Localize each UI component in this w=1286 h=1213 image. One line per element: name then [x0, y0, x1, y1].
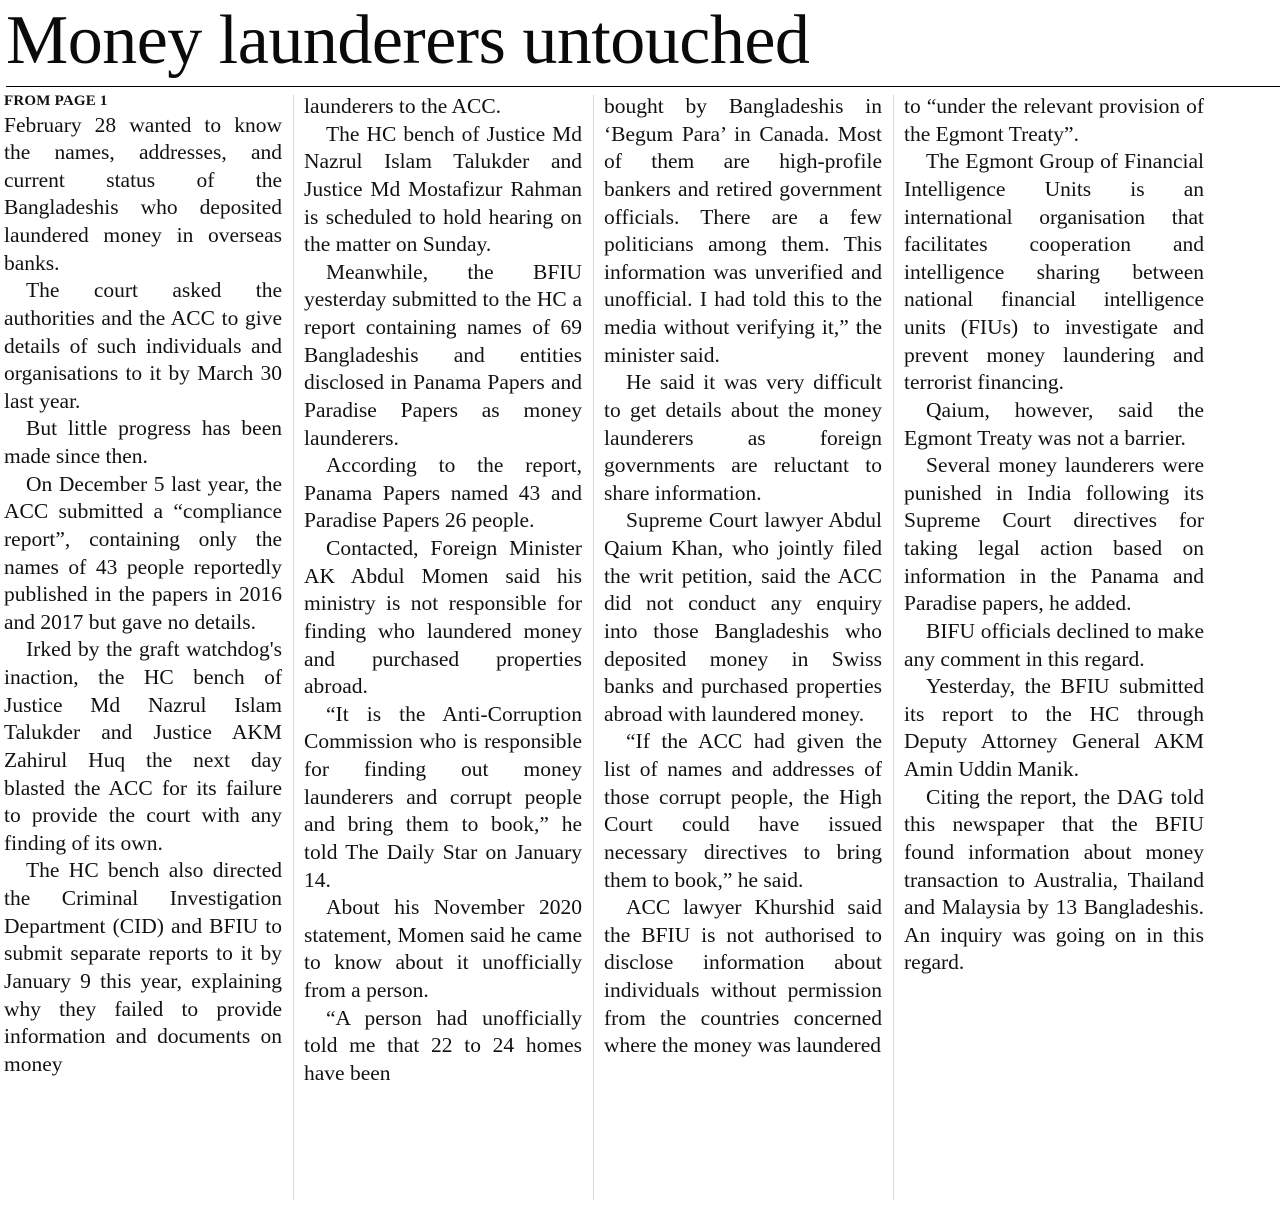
- paragraph: bought by Bangladeshis in ‘Begum Para’ in Canada. Most of them are high-profile bankers and retired government officials. There are a few politicians among them. This information was unverified and unofficial. I had told this to the media without verifying it,” the minister said.: [604, 94, 882, 367]
- paragraph: “It is the Anti-Corruption Commission who is responsible for finding out money launderers and corrupt people and bring them to book,” he told The Daily Star on January 14.: [304, 701, 582, 892]
- paragraph: “If the ACC had given the list of names and addresses of those corrupt people, the High Court could have issued necessary directives to bring them to book,” he said.: [604, 729, 882, 892]
- paragraph: ACC lawyer Khurshid said the BFIU is not authorised to disclose information about individuals without permission from the countries concerned where the money was laundered: [604, 895, 882, 1058]
- paragraph: “A person had unofficially told me that 22 to 24 homes have been: [304, 1005, 582, 1085]
- paragraph: Several money launderers were punished in India following its Supreme Court directives for taking legal action based on information in the Panama and Paradise papers, he added.: [904, 453, 1204, 616]
- paragraph: About his November 2020 statement, Momen said he came to know about it unofficially from a person.: [304, 895, 582, 1002]
- paragraph: The HC bench also directed the Criminal Investigation Department (CID) and BFIU to submit separate reports to it by January 9 this year, explaining why they failed to provide information and documents on money: [4, 858, 282, 1076]
- paragraph: launderers to the ACC.: [304, 94, 502, 118]
- paragraph: Citing the report, the DAG told this newspaper that the BFIU found information about money transaction to Australia, Thailand and Malaysia by 13 Bangladeshis. An inquiry was going on in this regard.: [904, 784, 1204, 975]
- column-divider: [293, 95, 294, 1200]
- paragraph: According to the report, Panama Papers named 43 and Paradise Papers 26 people.: [304, 453, 582, 533]
- column-divider: [593, 95, 594, 1200]
- paragraph: Supreme Court lawyer Abdul Qaium Khan, who jointly filed the writ petition, said the ACC did not conduct any enquiry into those Bangladeshis who deposited money in Swiss banks and purchased properties abroad with laundered money.: [604, 508, 882, 726]
- paragraph: The HC bench of Justice Md Nazrul Islam Talukder and Justice Md Mostafizur Rahman is scheduled to hold hearing on the matter on Sunday.: [304, 121, 582, 257]
- column-divider: [893, 95, 894, 1200]
- paragraph: Meanwhile, the BFIU yesterday submitted to the HC a report containing names of 69 Bangladeshis and entities disclosed in Panama Papers and Paradise Papers as money launderers.: [304, 259, 582, 450]
- article-column-3: [604, 93, 904, 1060]
- paragraph: On December 5 last year, the ACC submitted a “compliance report”, containing only the names of 43 people reportedly published in the papers in 2016 and 2017 but gave no details.: [4, 471, 282, 634]
- article-column-2: [304, 93, 604, 1088]
- paragraph: February 28 wanted to know the names, addresses, and current status of the Bangladeshis who deposited laundered money in overseas banks.: [4, 112, 282, 275]
- paragraph: He said it was very difficult to get details about the money launderers as foreign governments are reluctant to share information.: [604, 370, 882, 505]
- continuation-kicker: FROM PAGE 1: [4, 93, 108, 109]
- paragraph: Qaium, however, said the Egmont Treaty was not a barrier.: [904, 397, 1204, 450]
- headline-divider: [6, 86, 1280, 87]
- page-title: Money launderers untouched: [6, 2, 810, 79]
- paragraph: The court asked the authorities and the ACC to give details of such individuals and organisations to it by March 30 last year.: [4, 278, 282, 413]
- paragraph: BIFU officials declined to make any comment in this regard.: [904, 618, 1204, 671]
- paragraph: The Egmont Group of Financial Intelligence Units is an international organisation that facilitates cooperation and intelligence sharing between national financial intelligence units (FIUs) to investigate and prevent money laundering and terrorist financing.: [904, 149, 1204, 395]
- paragraph: Irked by the graft watchdog's inaction, the HC bench of Justice Md Nazrul Islam Talukder and Justice AKM Zahirul Huq the next day blasted the ACC for its failure to provide the court with any finding of its own.: [4, 637, 282, 855]
- paragraph: Yesterday, the BFIU submitted its report to the HC through Deputy Attorney General AKM Amin Uddin Manik.: [904, 674, 1204, 781]
- article-column-1: [4, 93, 304, 1078]
- paragraph: Contacted, Foreign Minister AK Abdul Momen said his ministry is not responsible for finding who laundered money and purchased properties abroad.: [304, 536, 582, 699]
- paragraph: But little progress has been made since then.: [4, 416, 282, 468]
- paragraph: to “under the relevant provision of the Egmont Treaty”.: [904, 94, 1204, 146]
- article-columns: [4, 93, 1282, 1088]
- article-column-4: [904, 93, 1204, 977]
